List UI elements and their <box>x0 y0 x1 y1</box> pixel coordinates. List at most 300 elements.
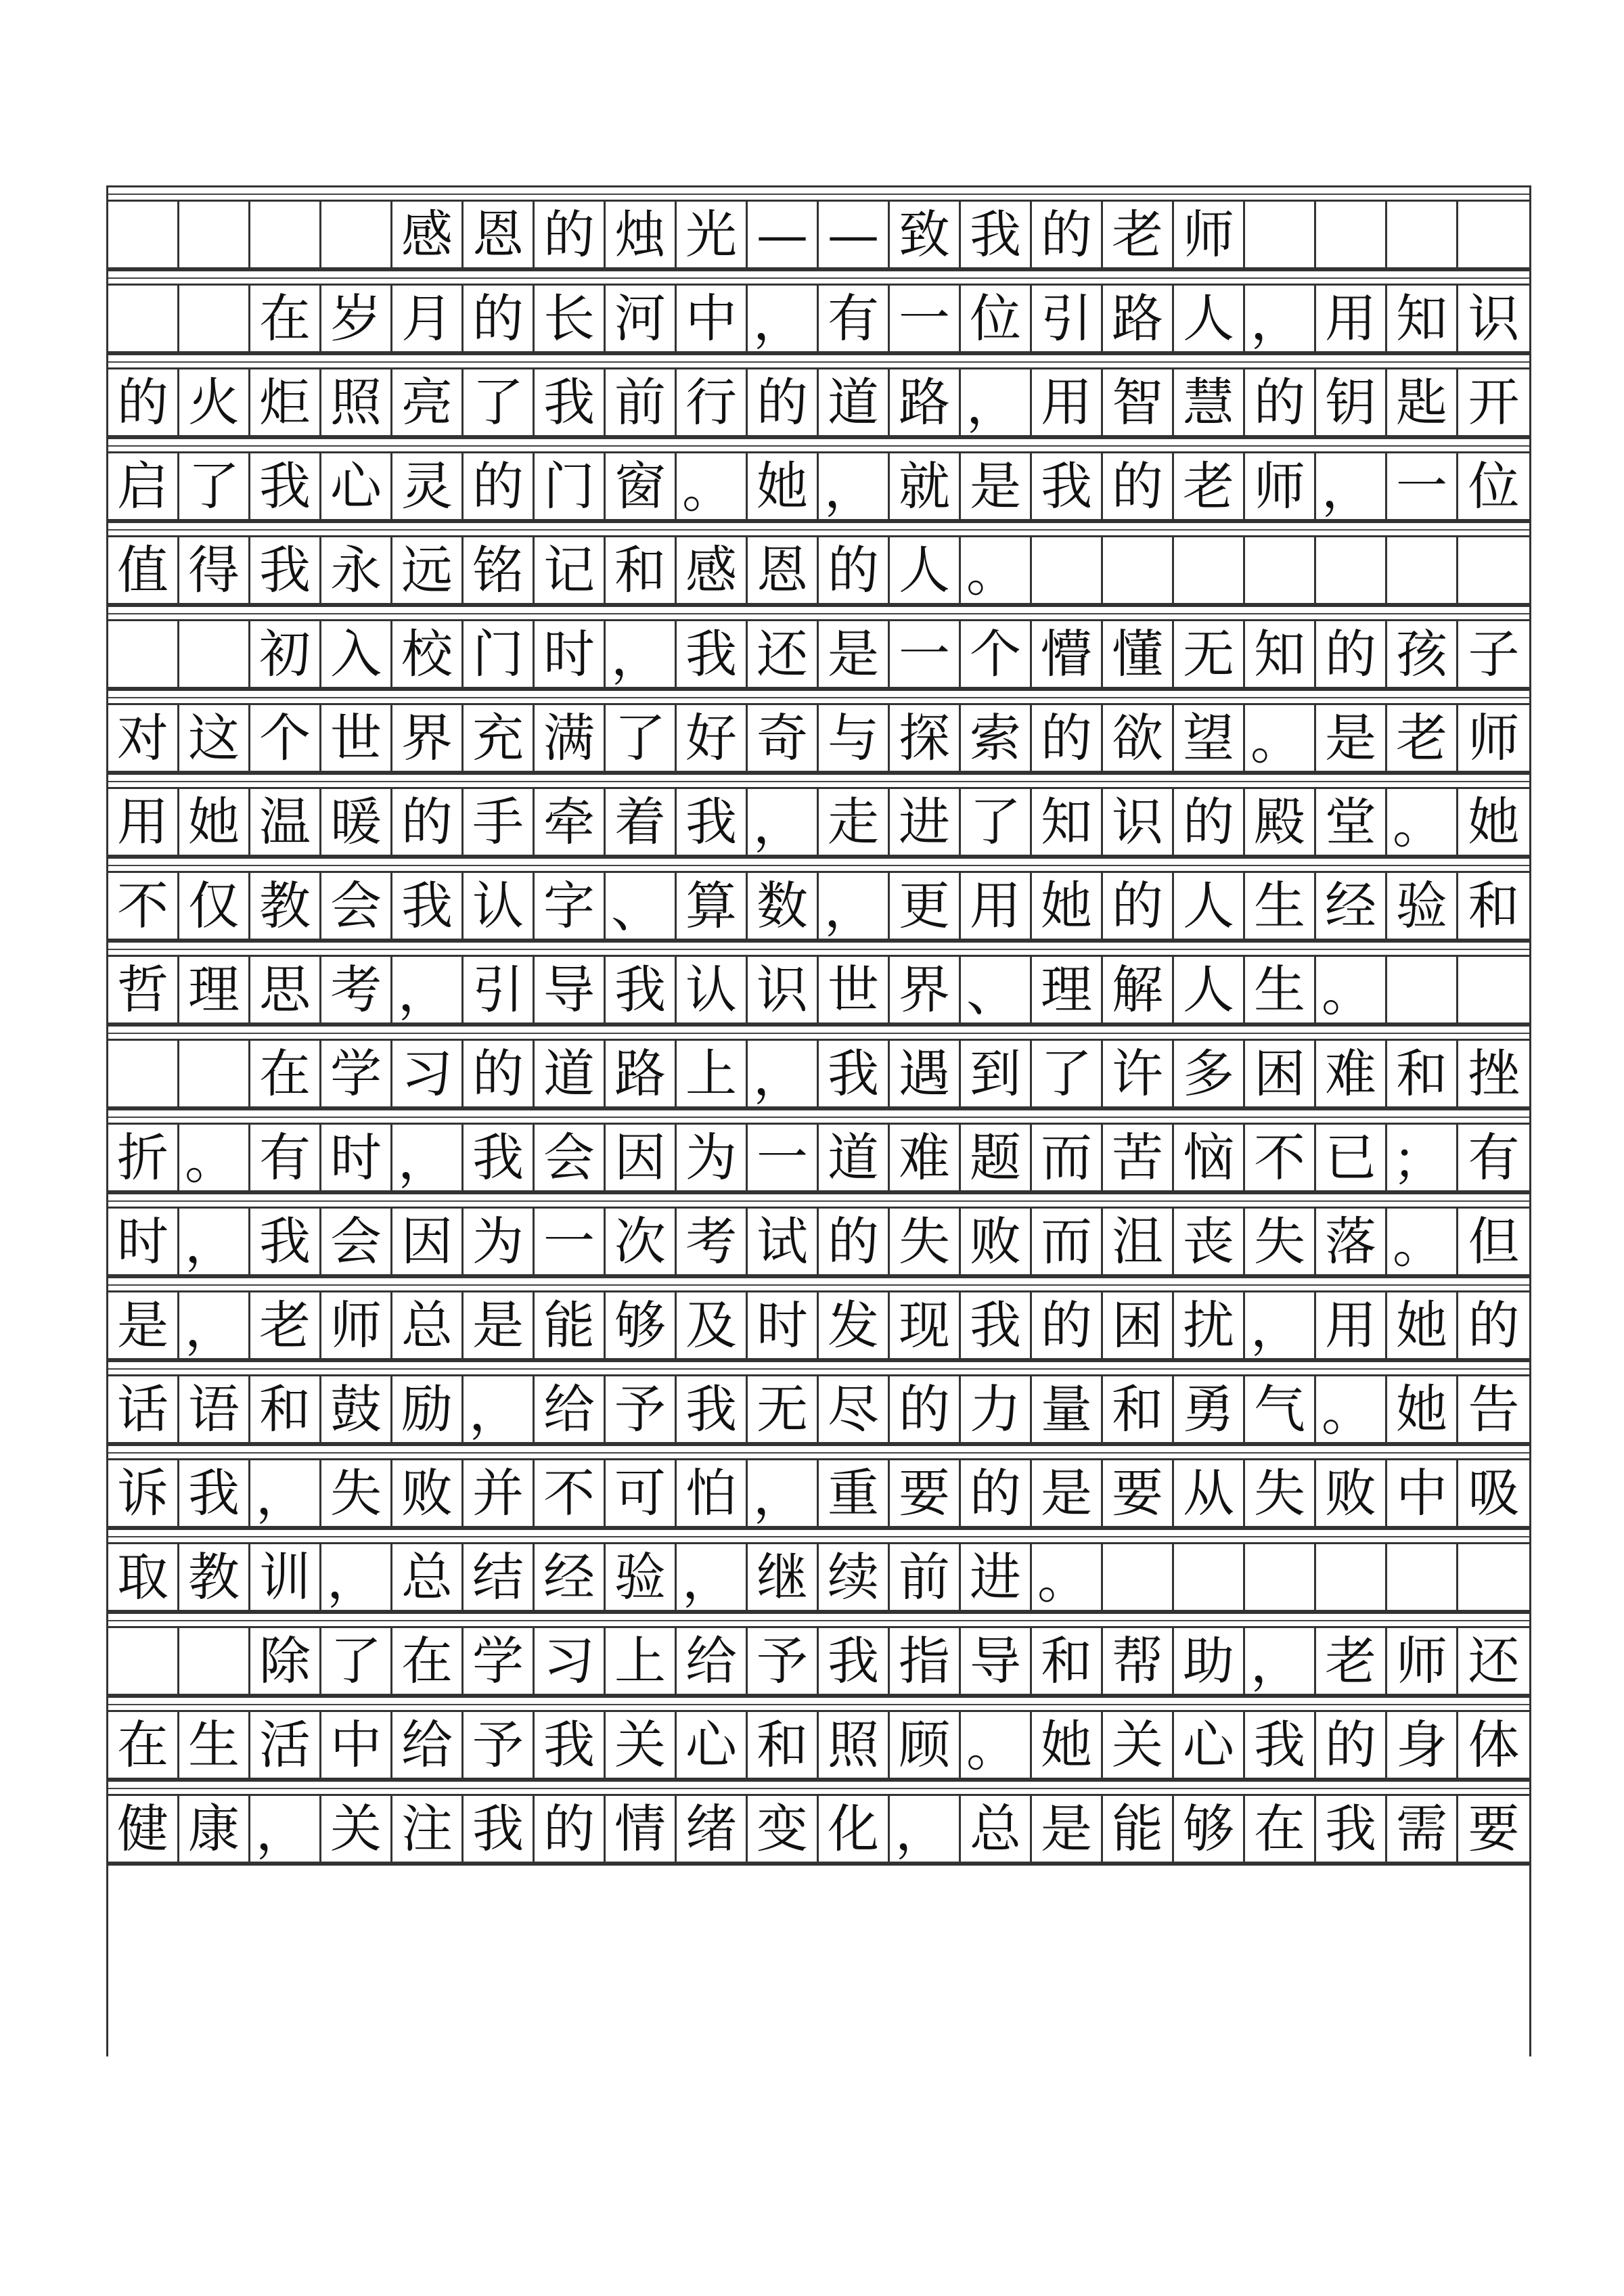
grid-cell: 灵 <box>392 453 464 519</box>
grid-cell: 败 <box>392 1460 464 1526</box>
grid-cell: 注 <box>392 1796 464 1862</box>
grid-cell <box>1387 957 1458 1022</box>
grid-cell: 时 <box>108 1209 179 1274</box>
grid-cell: 我 <box>250 537 321 603</box>
grid-cell: 识 <box>748 957 819 1022</box>
grid-cell: 还 <box>748 621 819 687</box>
grid-cell: 个 <box>250 705 321 771</box>
grid-cell: 诉 <box>108 1460 179 1526</box>
grid-cell <box>108 1628 179 1694</box>
text-row <box>108 1290 1529 1360</box>
grid-cell: 照 <box>819 1712 890 1778</box>
grid-cell: 仅 <box>179 873 250 939</box>
grid-cell: 是 <box>464 1292 535 1358</box>
grid-cell: 暖 <box>321 789 392 855</box>
row-gap <box>108 1780 1529 1794</box>
grid-cell <box>250 202 321 267</box>
row-gap <box>108 773 1529 787</box>
grid-cell: 岁 <box>321 286 392 351</box>
grid-cell: 给 <box>535 1376 606 1442</box>
grid-cell: 健 <box>108 1796 179 1862</box>
grid-cell: 中 <box>321 1712 392 1778</box>
grid-cell <box>179 1628 250 1694</box>
grid-cell: 了 <box>961 789 1032 855</box>
grid-cell: 会 <box>535 1125 606 1190</box>
grid-cell: — <box>748 202 819 267</box>
grid-cell: 结 <box>464 1544 535 1610</box>
grid-cell: ， <box>748 1460 819 1526</box>
grid-cell: 识 <box>1103 789 1174 855</box>
grid-cell: 和 <box>606 537 677 603</box>
grid-cell: 道 <box>819 369 890 435</box>
grid-cell: 引 <box>1032 286 1103 351</box>
text-row <box>108 1710 1529 1780</box>
grid-cell: 字 <box>535 873 606 939</box>
grid-cell: 生 <box>179 1712 250 1778</box>
grid-cell: 中 <box>677 286 748 351</box>
grid-cell <box>1387 202 1458 267</box>
grid-cell: 有 <box>250 1125 321 1190</box>
grid-cell: 帮 <box>1103 1628 1174 1694</box>
grid-cell: 和 <box>748 1712 819 1778</box>
grid-cell: 、 <box>606 873 677 939</box>
grid-cell: 扰 <box>1174 1292 1245 1358</box>
grid-cell: 满 <box>535 705 606 771</box>
grid-cell: 并 <box>464 1460 535 1526</box>
grid-cell: ， <box>250 1796 321 1862</box>
grid-cell: 解 <box>1103 957 1174 1022</box>
text-row <box>108 1542 1529 1612</box>
text-row <box>108 284 1529 353</box>
grid-cell: 还 <box>1468 1630 1520 1691</box>
grid-cell: 量 <box>1032 1376 1103 1442</box>
grid-cell: 有 <box>1468 1127 1520 1188</box>
grid-cell: 火 <box>179 369 250 435</box>
grid-cell: 更 <box>890 873 961 939</box>
grid-cell: ， <box>677 1544 748 1610</box>
grid-cell: 上 <box>677 1041 748 1106</box>
row-gap <box>108 689 1529 703</box>
grid-cell: 师 <box>321 1292 392 1358</box>
grid-cell: 位 <box>1468 455 1520 516</box>
grid-cell: 败 <box>961 1209 1032 1274</box>
grid-cell: 知 <box>1387 286 1458 351</box>
grid-cell: 续 <box>819 1544 890 1610</box>
grid-cell: 初 <box>250 621 321 687</box>
grid-cell: 能 <box>535 1292 606 1358</box>
grid-cell: 要 <box>1103 1460 1174 1526</box>
grid-cell: 门 <box>535 453 606 519</box>
row-gap <box>108 1276 1529 1290</box>
grid-cell: 老 <box>250 1292 321 1358</box>
grid-cell: 探 <box>890 705 961 771</box>
grid-cell: 窗 <box>606 453 677 519</box>
grid-cell: ， <box>1245 1628 1316 1694</box>
grid-cell: 我 <box>1316 1796 1387 1862</box>
grid-cell: 值 <box>108 537 179 603</box>
grid-cell: ， <box>321 1544 392 1610</box>
grid-cell <box>1458 1544 1529 1610</box>
row-gap <box>108 857 1529 871</box>
grid-cell: 前 <box>606 369 677 435</box>
grid-cell: 多 <box>1174 1041 1245 1106</box>
grid-cell: 的 <box>464 286 535 351</box>
grid-cell: 在 <box>250 1041 321 1106</box>
grid-cell: 会 <box>321 873 392 939</box>
row-gap <box>108 941 1529 955</box>
grid-cell: 的 <box>819 537 890 603</box>
text-row <box>108 955 1529 1025</box>
grid-cell: 我 <box>535 369 606 435</box>
grid-cell: 因 <box>606 1125 677 1190</box>
grid-cell: 无 <box>1174 621 1245 687</box>
grid-cell: 为 <box>677 1125 748 1190</box>
grid-cell: 铭 <box>464 537 535 603</box>
grid-cell: 入 <box>321 621 392 687</box>
grid-cell: ， <box>819 453 890 519</box>
grid-cell: ， <box>392 1125 464 1190</box>
grid-cell: 她 <box>1387 1376 1458 1442</box>
row-gap <box>108 437 1529 451</box>
grid-cell: 时 <box>748 1292 819 1358</box>
grid-cell: 智 <box>1103 369 1174 435</box>
grid-cell: ， <box>179 1209 250 1274</box>
grid-cell: 得 <box>179 537 250 603</box>
grid-cell: ， <box>890 1796 961 1862</box>
grid-cell: 告 <box>1468 1378 1520 1439</box>
grid-cell: 不 <box>1245 1125 1316 1190</box>
grid-cell: 有 <box>819 286 890 351</box>
grid-cell: 关 <box>1103 1712 1174 1778</box>
row-gap <box>108 521 1529 535</box>
grid-cell: 要 <box>1468 1798 1520 1859</box>
grid-cell: 是 <box>1032 1460 1103 1526</box>
grid-cell: 。 <box>1245 705 1316 771</box>
grid-cell: 和 <box>250 1376 321 1442</box>
text-row <box>108 451 1529 521</box>
row-gap <box>108 1528 1529 1542</box>
grid-cell: 上 <box>606 1628 677 1694</box>
grid-cell: 堂 <box>1316 789 1387 855</box>
grid-cell: 考 <box>677 1209 748 1274</box>
grid-cell: ， <box>748 1041 819 1106</box>
grid-cell: 为 <box>464 1209 535 1274</box>
grid-cell: 知 <box>1032 789 1103 855</box>
grid-cell: 丧 <box>1174 1209 1245 1274</box>
grid-cell: 的 <box>1103 453 1174 519</box>
grid-cell: 的 <box>1245 369 1316 435</box>
grid-cell: 河 <box>606 286 677 351</box>
grid-cell: — <box>819 202 890 267</box>
grid-cell: ， <box>961 369 1032 435</box>
grid-cell: ， <box>819 873 890 939</box>
grid-cell: 致 <box>890 202 961 267</box>
grid-cell: 总 <box>392 1544 464 1610</box>
grid-cell: 困 <box>1245 1041 1316 1106</box>
grid-cell: 怕 <box>677 1460 748 1526</box>
grid-cell: 败 <box>1316 1460 1387 1526</box>
grid-cell: 够 <box>606 1292 677 1358</box>
grid-cell: 经 <box>1316 873 1387 939</box>
grid-cell: 。 <box>1032 1544 1103 1610</box>
grid-cell: 的 <box>535 202 606 267</box>
grid-cell: 时 <box>321 1125 392 1190</box>
grid-cell: ， <box>1245 1292 1316 1358</box>
text-row <box>108 535 1529 605</box>
grid-cell: 她 <box>1032 1712 1103 1778</box>
title-row <box>108 200 1529 269</box>
grid-cell <box>179 286 250 351</box>
grid-cell: 恩 <box>748 537 819 603</box>
grid-cell: 可 <box>606 1460 677 1526</box>
grid-cell: 懵 <box>1032 621 1103 687</box>
grid-cell: 的 <box>392 789 464 855</box>
grid-cell: 索 <box>961 705 1032 771</box>
grid-cell: 题 <box>961 1125 1032 1190</box>
grid-cell: 予 <box>748 1628 819 1694</box>
grid-cell: 奇 <box>748 705 819 771</box>
grid-cell: 。 <box>961 1712 1032 1778</box>
grid-cell: 我 <box>179 1460 250 1526</box>
grid-cell <box>1245 537 1316 603</box>
grid-cell: 进 <box>961 1544 1032 1610</box>
grid-cell: 路 <box>1103 286 1174 351</box>
text-row <box>108 787 1529 857</box>
grid-cell: 欲 <box>1103 705 1174 771</box>
row-gap <box>108 1696 1529 1710</box>
grid-cell: 牵 <box>535 789 606 855</box>
grid-cell: 的 <box>1468 1295 1520 1355</box>
grid-cell: 时 <box>535 621 606 687</box>
text-row <box>108 1626 1529 1696</box>
grid-cell: 哲 <box>108 957 179 1022</box>
grid-cell: 恩 <box>464 202 535 267</box>
grid-cell: 我 <box>392 873 464 939</box>
grid-cell: 发 <box>819 1292 890 1358</box>
grid-cell <box>1387 1544 1458 1610</box>
grid-cell: 长 <box>535 286 606 351</box>
text-row <box>108 703 1529 773</box>
grid-cell: 活 <box>250 1712 321 1778</box>
grid-cell: 识 <box>1468 288 1520 348</box>
grid-cell: 在 <box>1245 1796 1316 1862</box>
text-row <box>108 367 1529 437</box>
grid-cell: 尽 <box>819 1376 890 1442</box>
grid-cell: 用 <box>961 873 1032 939</box>
grid-cell: 就 <box>890 453 961 519</box>
grid-cell: 苦 <box>1103 1125 1174 1190</box>
grid-cell: 要 <box>890 1460 961 1526</box>
grid-cell: 的 <box>1316 1712 1387 1778</box>
grid-cell: 鼓 <box>321 1376 392 1442</box>
grid-cell: 次 <box>606 1209 677 1274</box>
grid-cell: 走 <box>819 789 890 855</box>
grid-cell: 老 <box>1387 705 1458 771</box>
grid-cell: 了 <box>179 453 250 519</box>
grid-cell: 慧 <box>1174 369 1245 435</box>
grid-cell: 她 <box>1032 873 1103 939</box>
grid-cell: ， <box>748 286 819 351</box>
grid-cell: 世 <box>321 705 392 771</box>
grid-cell: 。 <box>1387 789 1458 855</box>
grid-cell: 这 <box>179 705 250 771</box>
grid-cell: 除 <box>250 1628 321 1694</box>
grid-cell: 挫 <box>1468 1043 1520 1104</box>
grid-cell: 她 <box>1387 1292 1458 1358</box>
bottom-border <box>108 1864 1529 1866</box>
text-row <box>108 1207 1529 1276</box>
grid-cell: 康 <box>179 1796 250 1862</box>
grid-cell <box>179 621 250 687</box>
grid-cell: 界 <box>392 705 464 771</box>
grid-cell: 道 <box>819 1125 890 1190</box>
grid-cell: 身 <box>1387 1712 1458 1778</box>
grid-cell: 是 <box>1032 1796 1103 1862</box>
grid-cell: 与 <box>819 705 890 771</box>
grid-cell: ， <box>748 789 819 855</box>
grid-cell: 用 <box>1316 1292 1387 1358</box>
grid-cell: 了 <box>1032 1041 1103 1106</box>
grid-cell: 一 <box>535 1209 606 1274</box>
grid-cell: 在 <box>392 1628 464 1694</box>
grid-cell: 她 <box>1468 791 1520 852</box>
manuscript-grid-paper <box>106 185 1531 2056</box>
grid-cell: 温 <box>250 789 321 855</box>
grid-cell <box>1458 957 1529 1022</box>
grid-cell: 重 <box>819 1460 890 1526</box>
grid-cell: 予 <box>464 1712 535 1778</box>
grid-cell: 位 <box>961 286 1032 351</box>
grid-cell: 。 <box>1387 1209 1458 1274</box>
grid-cell: 的 <box>464 453 535 519</box>
grid-cell: 教 <box>179 1544 250 1610</box>
grid-cell: 校 <box>392 621 464 687</box>
grid-cell: 我 <box>677 621 748 687</box>
grid-cell: ， <box>464 1376 535 1442</box>
grid-cell: 而 <box>1032 1125 1103 1190</box>
grid-cell: 总 <box>392 1292 464 1358</box>
grid-cell: 话 <box>108 1376 179 1442</box>
grid-cell: 一 <box>890 286 961 351</box>
grid-cell: 恼 <box>1174 1125 1245 1190</box>
grid-cell: 。 <box>677 453 748 519</box>
grid-cell: 她 <box>748 453 819 519</box>
grid-cell: 不 <box>108 873 179 939</box>
grid-cell: 我 <box>250 1209 321 1274</box>
grid-cell: 个 <box>961 621 1032 687</box>
grid-cell: 心 <box>1174 1712 1245 1778</box>
text-row <box>108 1794 1529 1864</box>
grid-cell: 需 <box>1387 1796 1458 1862</box>
grid-cell: 好 <box>677 705 748 771</box>
grid-cell <box>1174 1544 1245 1610</box>
grid-cell: 在 <box>250 286 321 351</box>
grid-cell: 化 <box>819 1796 890 1862</box>
grid-cell: 在 <box>108 1712 179 1778</box>
grid-cell <box>108 202 179 267</box>
grid-cell: 着 <box>606 789 677 855</box>
grid-cell: 难 <box>890 1125 961 1190</box>
grid-cell: 给 <box>677 1628 748 1694</box>
grid-cell: 照 <box>321 369 392 435</box>
grid-cell: 子 <box>1468 623 1520 684</box>
grid-cell: 导 <box>961 1628 1032 1694</box>
grid-cell: 失 <box>321 1460 392 1526</box>
row-gap <box>108 1612 1529 1626</box>
grid-cell: 我 <box>677 1376 748 1442</box>
grid-cell: 变 <box>748 1796 819 1862</box>
grid-cell: 用 <box>1316 286 1387 351</box>
grid-cell: 认 <box>677 957 748 1022</box>
grid-cell: 总 <box>961 1796 1032 1862</box>
grid-cell <box>179 1041 250 1106</box>
grid-cell: 导 <box>535 957 606 1022</box>
row-gap <box>108 185 1529 200</box>
grid-cell: 的 <box>1103 873 1174 939</box>
grid-cell: 验 <box>1387 873 1458 939</box>
grid-cell <box>179 202 250 267</box>
grid-cell: 的 <box>535 1796 606 1862</box>
grid-cell: 中 <box>1387 1460 1458 1526</box>
grid-cell: 现 <box>890 1292 961 1358</box>
grid-cell: 试 <box>748 1209 819 1274</box>
grid-cell: 光 <box>677 202 748 267</box>
row-gap <box>108 605 1529 619</box>
grid-cell: 我 <box>961 202 1032 267</box>
row-gap <box>108 1108 1529 1123</box>
grid-cell: 了 <box>321 1628 392 1694</box>
text-row <box>108 1374 1529 1444</box>
grid-cell: 开 <box>1468 372 1520 432</box>
grid-cell: 的 <box>961 1460 1032 1526</box>
grid-cell: 亮 <box>392 369 464 435</box>
grid-cell: 的 <box>890 1376 961 1442</box>
grid-cell: 验 <box>606 1544 677 1610</box>
grid-cell: 的 <box>1032 705 1103 771</box>
grid-cell: 失 <box>1245 1460 1316 1526</box>
grid-cell: 认 <box>464 873 535 939</box>
grid-cell: 失 <box>1245 1209 1316 1274</box>
text-row <box>108 1123 1529 1192</box>
grid-cell: ， <box>179 1292 250 1358</box>
grid-cell: 师 <box>1468 707 1520 768</box>
grid-cell: 一 <box>890 621 961 687</box>
grid-cell: 体 <box>1468 1714 1520 1775</box>
grid-cell: 会 <box>321 1209 392 1274</box>
grid-cell: 感 <box>677 537 748 603</box>
grid-cell <box>1387 537 1458 603</box>
grid-cell: 学 <box>321 1041 392 1106</box>
grid-cell: 到 <box>961 1041 1032 1106</box>
grid-cell: 我 <box>677 789 748 855</box>
grid-cell: 我 <box>961 1292 1032 1358</box>
grid-cell <box>108 1041 179 1106</box>
grid-cell: 沮 <box>1103 1209 1174 1274</box>
grid-cell: 炬 <box>250 369 321 435</box>
grid-cell: ， <box>392 957 464 1022</box>
grid-cell: 考 <box>321 957 392 1022</box>
grid-cell: 匙 <box>1387 369 1458 435</box>
grid-cell: 勇 <box>1174 1376 1245 1442</box>
grid-cell: 能 <box>1103 1796 1174 1862</box>
grid-cell: 力 <box>961 1376 1032 1442</box>
grid-cell: 及 <box>677 1292 748 1358</box>
grid-cell: 师 <box>1387 1628 1458 1694</box>
grid-cell: 我 <box>606 957 677 1022</box>
grid-cell: 门 <box>464 621 535 687</box>
grid-cell <box>1245 1544 1316 1610</box>
grid-cell: 她 <box>179 789 250 855</box>
